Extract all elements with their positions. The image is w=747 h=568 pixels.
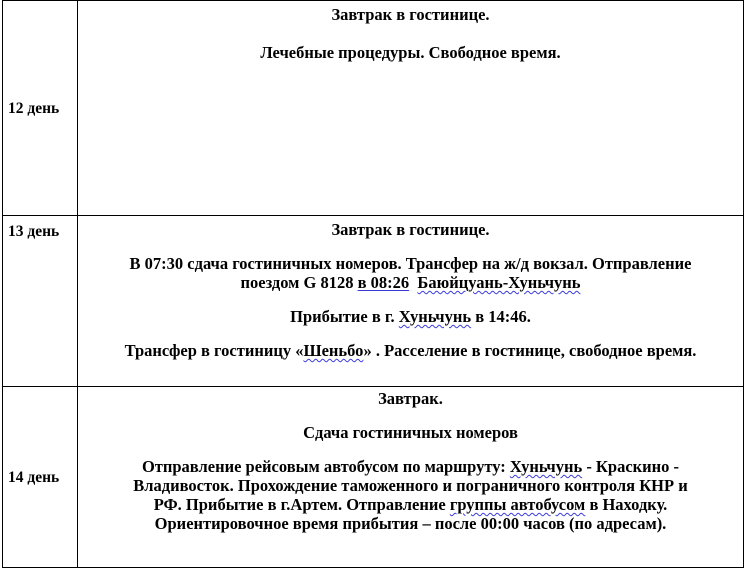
day-description [78,216,744,387]
day-description [78,1,744,216]
transfer-suffix: » . Расселение в гостинице, свободное время. [363,341,697,360]
itinerary-table [2,0,744,568]
breakfast-line: Завтрак в гостинице. [331,220,490,239]
bus-suffix: - Краскино - [582,457,680,476]
breakfast-line: Завтрак. [378,389,443,408]
eta-text: Ориентировочное время прибытия – после 00:00 часов (по адресам). [154,514,667,533]
procedures-line: Лечебные процедуры. Свободное время. [260,43,561,62]
arrival-city: Хуньчунь [398,307,472,326]
arrival-suffix: в 14:46. [471,307,531,326]
table-row-day-13 [3,216,744,387]
checkout-line: Сдача гостиничных номеров [303,423,518,442]
departure-text-b: поездом G 8128 [240,273,358,292]
departure-line [78,254,743,292]
departure-time: в 08:26 [357,273,410,292]
transfer-prefix: Трансфер в гостиницу « [124,341,304,360]
bus-city: Хуньчунь [509,457,583,476]
breakfast-line: Завтрак в гостинице. [331,5,490,24]
group-bus: группы автобусом [449,495,586,514]
day-label: 14 день [3,387,78,568]
artem-prefix: РФ. Прибытие в г.Артем. Отправление [153,495,450,514]
bus-line [78,457,743,533]
arrival-prefix: Прибытие в г. [290,307,399,326]
day-label: 13 день [3,216,78,387]
bus-prefix: Отправление рейсовым автобусом по маршруту: [141,457,510,476]
train-route: Баюйцуань-Хуньчунь [417,273,581,292]
customs-text: Владивосток. Прохождение таможенного и пограничного контроля КНР и [133,476,688,495]
departure-text-a: В 07:30 сдача гостиничных номеров. Трансфер на ж/д вокзал. Отправление [129,254,692,273]
day-label: 12 день [3,1,78,216]
table-row-day-12 [3,1,744,216]
artem-suffix: в Находку. [585,495,668,514]
transfer-line [78,341,743,360]
table-row-day-14 [3,387,744,568]
hotel-name: Шеньбо [303,341,364,360]
arrival-line [78,307,743,326]
day-description [78,387,744,568]
